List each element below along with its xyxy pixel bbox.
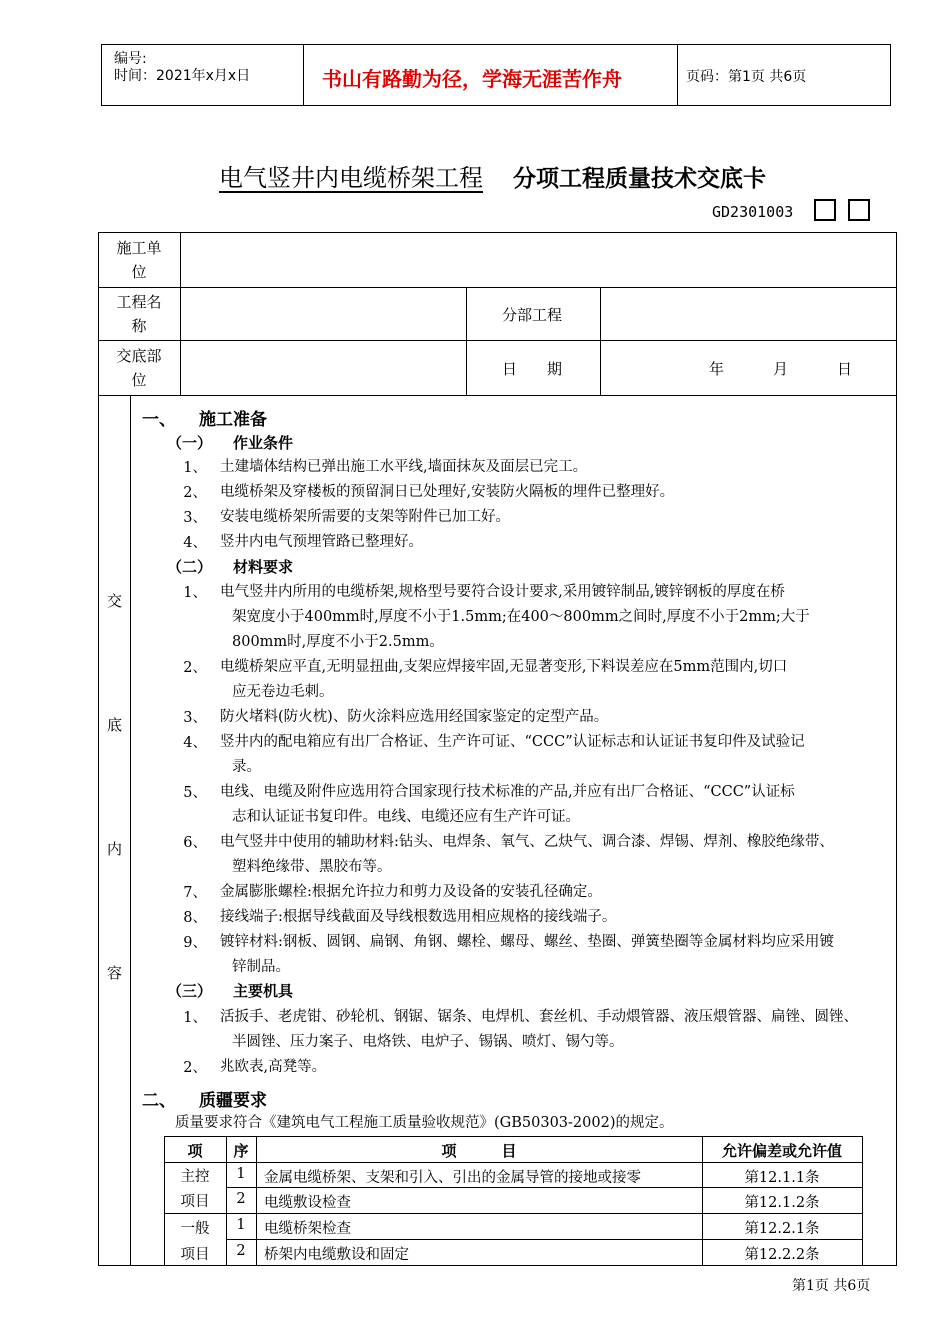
side-label-3: 内	[107, 840, 123, 858]
list-item: 电气竖井中使用的辅助材料:钻头、电焊条、氧气、乙炔气、调合漆、焊锡、焊剂、橡胶绝缘带、	[220, 834, 834, 850]
list-item: 电缆桥架及穿楼板的预留洞日已处理好,安装防火隔板的埋件已整理好。	[220, 484, 675, 500]
page-title	[181, 158, 901, 193]
list-item: 安装电缆桥架所需要的支架等附件已加工好。	[220, 509, 510, 525]
list-item-cont: 800mm时,厚度不小于2.5mm。	[232, 634, 444, 650]
date-month: 月	[773, 360, 789, 378]
sub3-num: （三）	[167, 982, 213, 1000]
header-page-label: 页码：第1页 共6页	[686, 69, 807, 85]
list-num: 8、	[183, 910, 207, 926]
list-item-cont: 架宽度小于400mm时,厚度不小于1.5mm;在400～800mm之间时,厚度不小于2mm;大于	[232, 609, 810, 625]
subproject-label: 分部工程	[502, 306, 563, 324]
list-item-cont: 志和认证证书复印件。电线、电缆还应有生产许可证。	[232, 809, 580, 825]
list-item: 电缆桥架应平直,无明显扭曲,支架应焊接牢固,无显著变形,下料误差应在5mm范围内,切口	[220, 659, 788, 675]
quality-table	[164, 1136, 864, 1266]
list-item-cont: 录。	[232, 759, 261, 775]
header-page-cell	[678, 45, 890, 105]
list-item: 电线、电缆及附件应选用符合国家现行技术标准的产品,并应有出厂合格证、“CCC”认证标	[220, 784, 795, 800]
col-divider-right	[600, 287, 601, 396]
table-cell-value: 第12.2.2条	[744, 1247, 820, 1263]
side-label-2: 底	[107, 716, 123, 734]
list-num: 3、	[183, 710, 207, 726]
section2-intro: 质量要求符合《建筑电气工程施工质量验收规范》(GB50303-2002)的规定。	[175, 1115, 674, 1131]
list-num: 3、	[183, 510, 207, 526]
section2-num: 二、	[142, 1091, 176, 1111]
list-num: 1、	[183, 1010, 207, 1026]
table-left-border	[98, 232, 99, 1266]
list-num: 1、	[183, 460, 207, 476]
header-box	[101, 44, 891, 106]
unit-label: 施工单 位	[116, 239, 162, 281]
col-divider-side	[130, 395, 131, 1266]
col-divider-label	[180, 232, 181, 396]
header-left-cell	[102, 45, 304, 105]
table-cell-item: 金属电缆桥架、支架和引入、引出的金属导管的接地或接零	[264, 1170, 641, 1186]
number-label: 编号:	[114, 51, 147, 67]
list-num: 4、	[183, 535, 207, 551]
list-num: 7、	[183, 885, 207, 901]
table-cell-item: 电缆桥架检查	[264, 1221, 351, 1237]
list-item: 土建墙体结构已弹出施工水平线,墙面抹灰及面层已完工。	[220, 459, 588, 475]
table-cell-seq: 2	[236, 1243, 246, 1259]
list-item: 竖井内的配电箱应有出厂合格证、生产许可证、“CCC”认证标志和认证证书复印件及试验记	[220, 734, 805, 750]
checkbox-1[interactable]	[814, 199, 836, 221]
table-cell-item: 电缆敷设检查	[264, 1195, 351, 1211]
list-item: 竖井内电气预埋管路已整理好。	[220, 534, 423, 550]
list-item-cont: 锌制品。	[232, 959, 290, 975]
time-label: 时间：2021年x月x日	[114, 68, 251, 84]
list-num: 2、	[183, 485, 207, 501]
table-cell-item: 桥架内电缆敷设和固定	[264, 1247, 409, 1263]
sub1-num: （一）	[167, 434, 213, 452]
list-num: 4、	[183, 735, 207, 751]
sub3-title: 主要机具	[233, 982, 294, 1000]
title-suffix: 分项工程质量技术交底卡	[513, 166, 766, 192]
col-divider-mid	[466, 287, 467, 396]
list-item-cont: 半圆锉、压力案子、电烙铁、电炉子、锡锅、喷灯、锡勺等。	[232, 1034, 624, 1050]
footer-page: 第1页 共6页	[792, 1278, 871, 1294]
list-num: 5、	[183, 785, 207, 801]
project-label: 工程名 称	[116, 293, 162, 335]
row-divider-3	[98, 395, 897, 396]
table-top-border	[98, 232, 897, 233]
table-cell-seq: 1	[236, 1166, 246, 1182]
list-item: 防火堵料(防火枕)、防火涂料应选用经国家鉴定的定型产品。	[220, 709, 609, 725]
row-divider-1	[98, 287, 897, 288]
list-item: 活扳手、老虎钳、砂轮机、钢锯、锯条、电焊机、套丝机、手动煨管器、液压煨管器、扁锉、圆锉、	[220, 1009, 858, 1025]
table-right-border	[896, 232, 897, 1266]
table-cell-value: 第12.1.1条	[744, 1170, 820, 1186]
part-label: 交底部 位	[116, 347, 162, 389]
list-item-cont: 塑料绝缘带、黑胶布等。	[232, 859, 392, 875]
side-label-1: 交	[107, 592, 123, 610]
section2-title: 质疆要求	[199, 1091, 267, 1111]
sub2-num: （二）	[167, 558, 213, 576]
list-item-cont: 应无卷边毛刺。	[232, 684, 334, 700]
date-label: 日 期	[502, 360, 563, 378]
list-num: 2、	[183, 660, 207, 676]
list-item: 兆欧表,高凳等。	[220, 1059, 327, 1075]
table-cell-seq: 2	[236, 1191, 246, 1207]
th-value: 允许偏差或允许值	[721, 1142, 842, 1160]
date-day: 日	[837, 360, 853, 378]
th-item: 项 目	[441, 1142, 517, 1160]
list-item: 电气竖井内所用的电缆桥架,规格型号要符合设计要求,采用镀锌制品,镀锌钢板的厚度在桥	[220, 584, 785, 600]
table-cell-value: 第12.2.1条	[744, 1221, 820, 1237]
list-num: 2、	[183, 1060, 207, 1076]
project-title: 电气竖井内电缆桥架工程	[219, 164, 483, 192]
list-num: 6、	[183, 835, 207, 851]
table-cell-value: 第12.1.2条	[744, 1195, 820, 1211]
section1-num: 一、	[142, 410, 176, 430]
side-label-4: 容	[107, 964, 123, 982]
list-item: 镀锌材料:钢板、圆钢、扁钢、角钢、螺栓、螺母、螺丝、垫圈、弹簧垫圈等金属材料均应采用镀	[220, 934, 834, 950]
sub2-title: 材料要求	[233, 558, 294, 576]
section1-title: 施工准备	[199, 410, 267, 430]
date-year: 年	[709, 360, 725, 378]
row-divider-2	[98, 340, 897, 341]
list-item: 接线端子:根据导线截面及导线根数选用相应规格的接线端子。	[220, 909, 617, 925]
motto: 书山有路勤为径，学海无涯苦作舟	[322, 67, 622, 91]
list-item: 金属膨胀螺栓:根据允许拉力和剪力及设备的安装孔径确定。	[220, 884, 602, 900]
th-seq: 序	[233, 1142, 249, 1160]
header-motto-cell	[304, 45, 678, 105]
th-category: 项	[187, 1142, 203, 1160]
sub1-title: 作业条件	[233, 434, 294, 452]
doc-code: GD2301003	[712, 203, 794, 221]
list-num: 9、	[183, 935, 207, 951]
checkbox-2[interactable]	[848, 199, 870, 221]
list-num: 1、	[183, 585, 207, 601]
table-cell-seq: 1	[236, 1217, 246, 1233]
group-label-main: 主控 项目	[180, 1169, 210, 1210]
group-label-general: 一般 项目	[180, 1221, 210, 1263]
